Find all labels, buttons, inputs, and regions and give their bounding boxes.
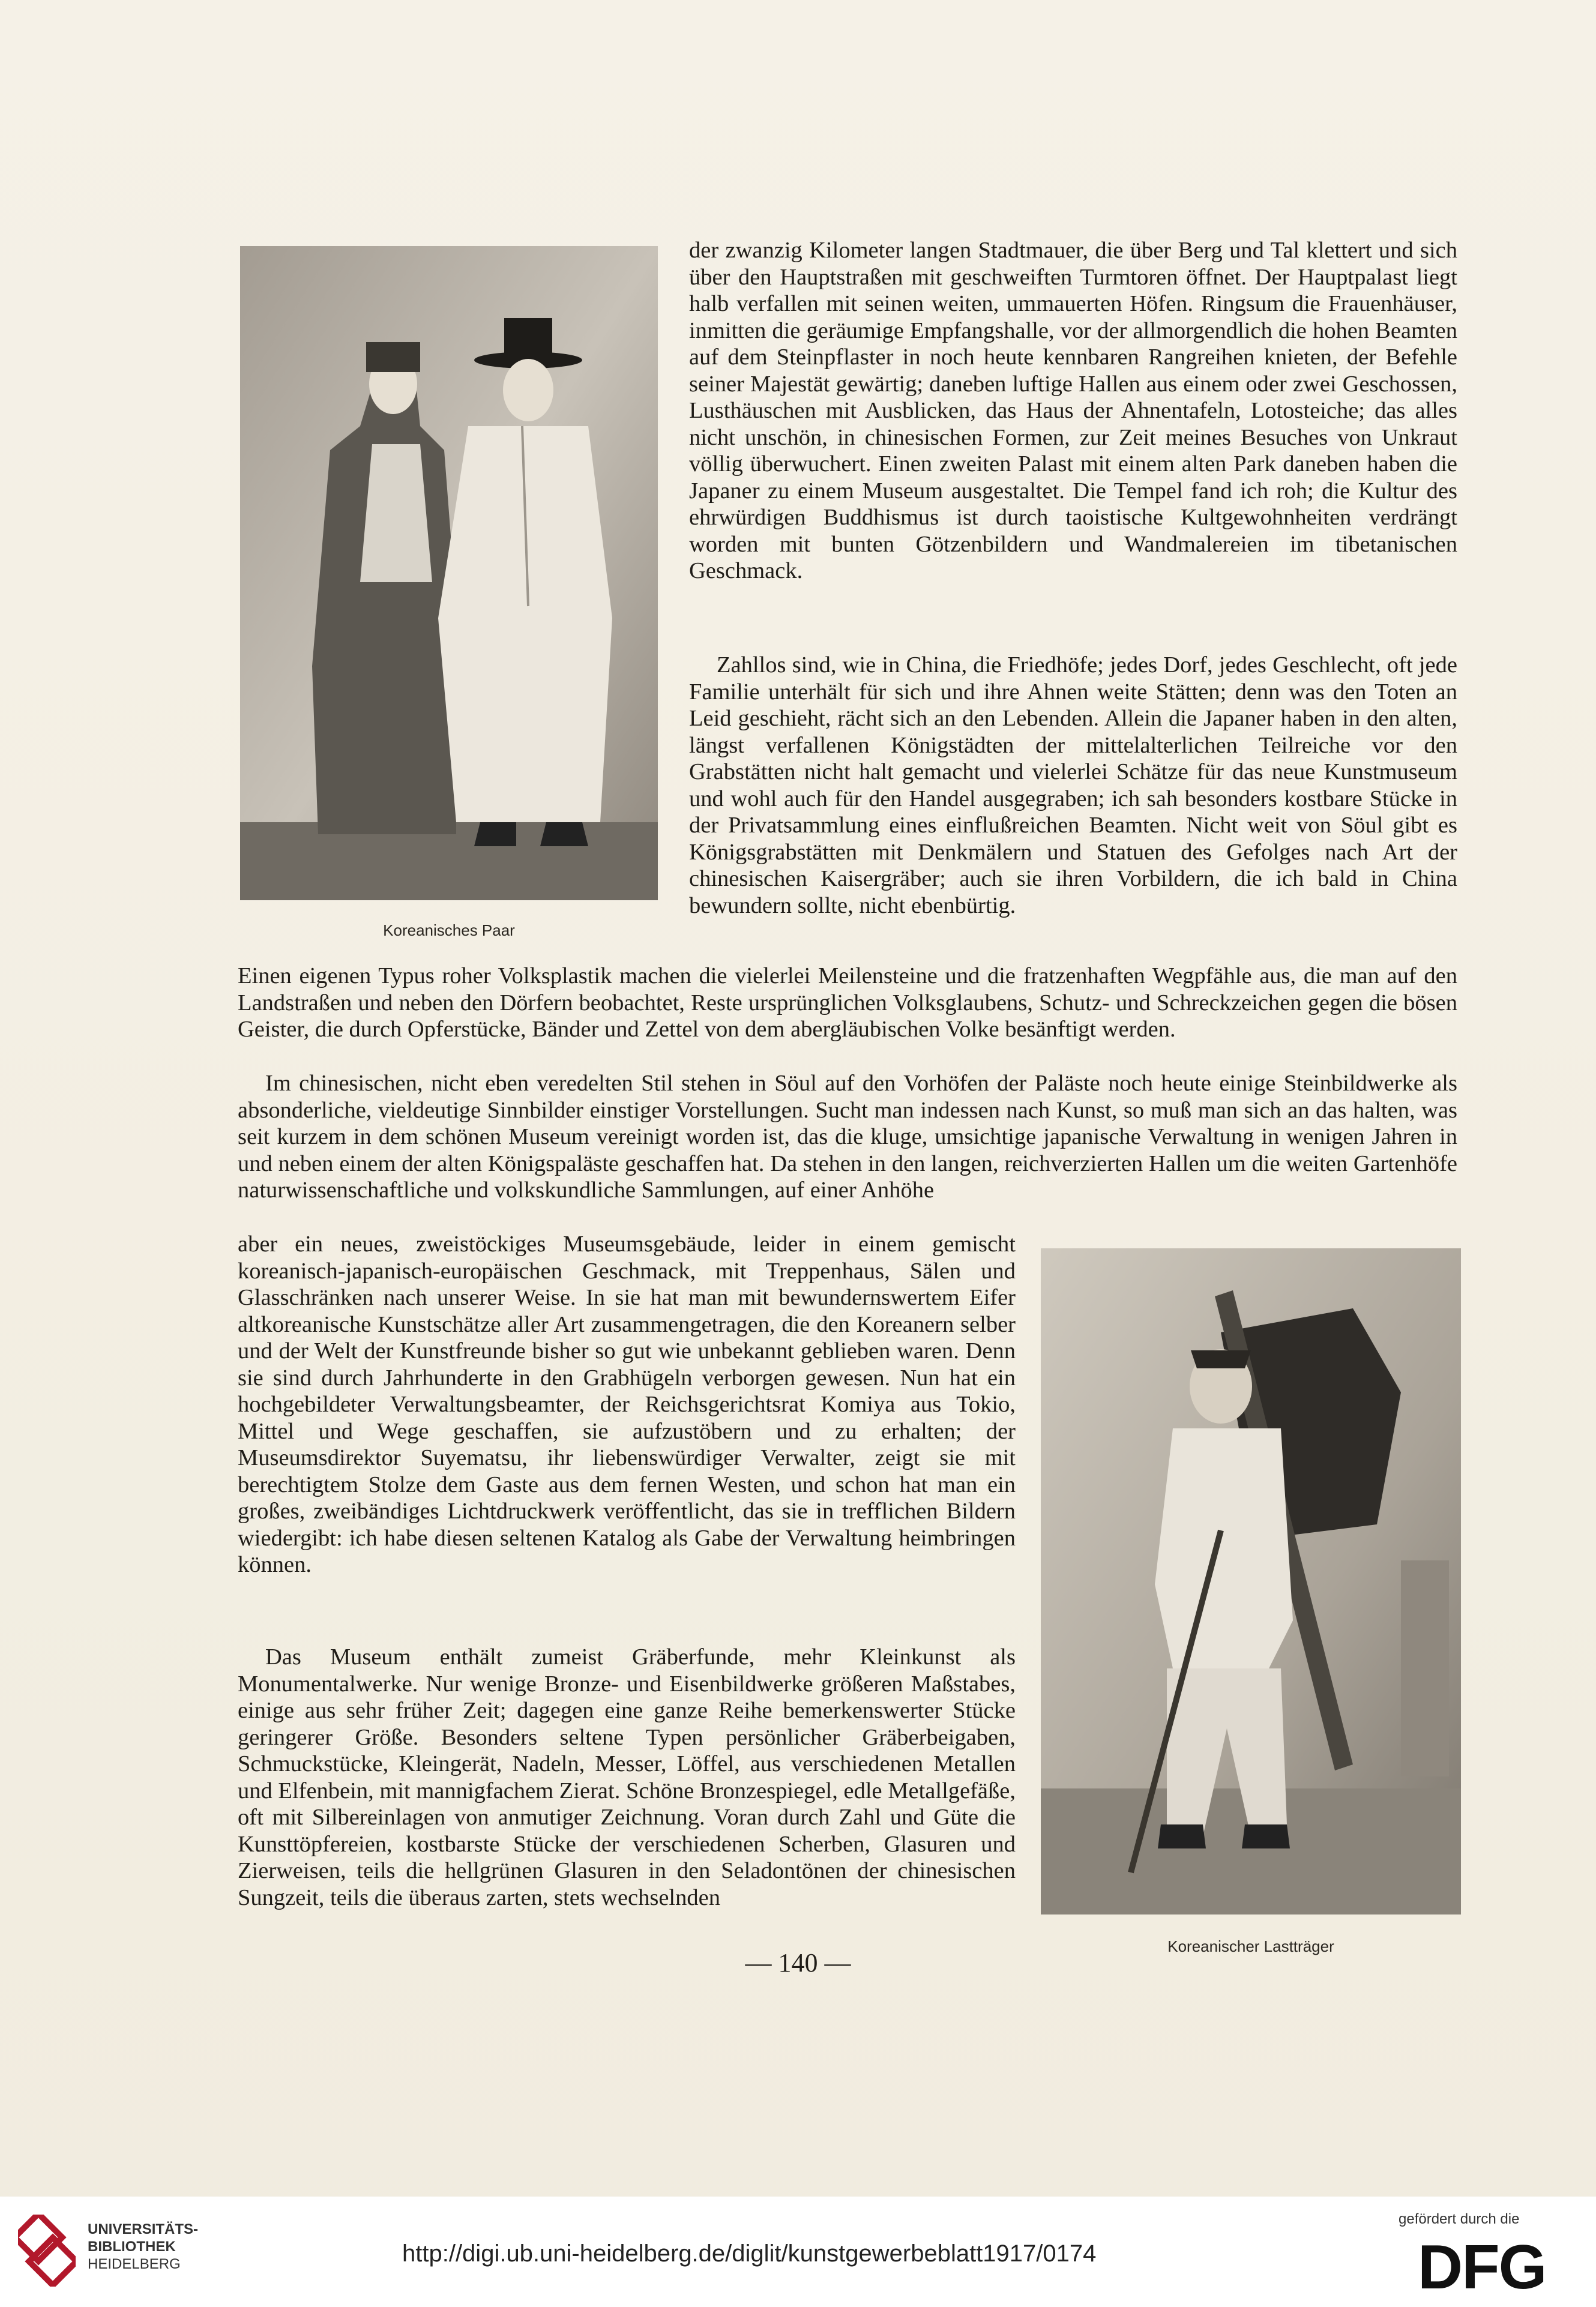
source-url-link[interactable]: http://digi.ub.uni-heidelberg.de/diglit/kunstgewerbeblatt1917/0174 [402, 2240, 1097, 2267]
caption-korean-couple: Koreanisches Paar [383, 921, 515, 939]
paragraph-4: Im chinesischen, nicht eben veredelten Stil stehen in Söul auf den Vorhöfen der Paläste noch heute einige Steinbildwerke als absonderliche, vieldeutige Sinnbilder einstiger Vorstellungen. Sucht man indessen nach Kunst, so muß man sich an das halten, was seit kurzem in dem schönen Museum vereinigt worden ist, das die kluge, umsichtige japanische Verwaltung in wenigen Jahren in und neben einem der alten Königspaläste geschaffen hat. Da stehen in den langen, reichverzierten Hallen um die weiten Gartenhöfe naturwissenschaftliche und volkskundliche Sammlungen, auf einer Anhöhe [238, 1071, 1457, 1203]
funding-note: gefördert durch die [1399, 2211, 1520, 2227]
paragraph-6: Das Museum enthält zumeist Gräberfunde, mehr Kleinkunst als Monumentalwerke. Nur wenige Bronze- und Eisenbildwerke größeren Maßstabes, einige aus sehr früher Zeit; dagegen eine ganze Reihe bemerkenswerter Stücke geringerer Größe. Besonders seltene Typen persönlicher Gräberbeigaben, Schmuckstücke, Kleingerät, Nadeln, Messer, Löffel, aus verschiedenen Metallen und Elfenbein, mit mannigfachem Zierat. Schöne Bronzespiegel, edle Metallgefäße, oft mit Silbereinlagen von anmutiger Zeichnung. Voran durch Zahl und Güte die Kunsttöpfereien, kostbarste Stücke der verschiedenen Scherben, Glasuren und Zierweisen, teils die hellgrünen Glasuren in den Seladontönen der chinesischen Sungzeit, teils die überaus zarten, stets wechselnden [238, 1644, 1016, 1910]
dfg-logo: DFG [1418, 2233, 1546, 2302]
digitization-footer [0, 2197, 1596, 2307]
photo-korean-couple-image [240, 246, 658, 900]
caption-korean-porter: Koreanischer Lastträger [1167, 1937, 1334, 1955]
paragraph-3: Einen eigenen Typus roher Volksplastik machen die vielerlei Meilensteine und die fratzenhaften Wegpfähle aus, die man auf den Landstraßen und neben den Dörfern beobachtet, Reste ursprünglichen Volksglaubens, Schutz- und Schreckzeichen gegen die bösen Geister, die durch Opferstücke, Bänder und Zettel von dem abergläubischen Volke besänftigt werden. [238, 963, 1457, 1042]
university-library-name [88, 2221, 198, 2273]
paragraph-5: aber ein neues, zweistöckiges Museumsgebäude, leider in einem gemischt koreanisch-japanisch-europäischen Geschmack, mit Treppenhaus, Sälen und Glasschränken nach unserer Weise. In sie hat man mit bewundernswertem Eifer altkoreanische Kunstschätze aller Art zusammengetragen, die den Koreanern selber und der Welt der Kunstfreunde bisher so gut wie unbekannt geblieben waren. Denn sie sind durch Jahrhunderte in den Grabhügeln verborgen gewesen. Nun hat ein hochgebildeter Verwaltungsbeamter, der Reichsgerichtsrat Komiya aus Tokio, Mittel und Wege geschaffen, sie aufzustöbern und zu erhalten; der Museumsdirektor Suyematsu, ihr liebenswürdiger Verwalter, zeigt sie mit berechtigtem Stolze dem Gaste aus dem fernen Westen, und schon hat man ein großes, zweibändiges Lichtdruckwerk veröffentlicht, das sie in trefflichen Bildern wiedergibt: ich habe diesen seltenen Katalog als Gabe der Verwaltung heimbringen können. [238, 1232, 1016, 1577]
page-number: — 140 — [745, 1948, 851, 1978]
library-line-3: HEIDELBERG [88, 2256, 181, 2272]
paragraph-1: der zwanzig Kilometer langen Stadtmauer, die über Berg und Tal klettert und sich über den Hauptstraßen mit geschweiften Turmtoren öffnet. Der Hauptpalast liegt halb verfallen mit seinen weiten, ummauerten Höfen. Ringsum die Frauenhäuser, inmitten die geräumige Empfangshalle, vor der allmorgendlich die hohen Beamten auf dem Steinpflaster in noch heute kennbaren Rangreihen knieten, der Befehle seiner Majestät gewärtig; daneben luftige Hallen aus einem oder zwei Geschossen, Lusthäuschen mit Ausblicken, das Haus der Ahnentafeln, Lotosteiche; das alles nicht unschön, in chinesischen Formen, zur Zeit meines Besuches von Unkraut völlig überwuchert. Einen zweiten Palast mit einem alten Park daneben haben die Japaner zu einem Museum ausgestaltet. Die Tempel fand ich roh; die Kultur des ehrwürdigen Buddhismus ist durch taoistische Kultgewohnheiten verdrängt worden mit bunten Götzenbildern und Wandmalereien im tibetanischen Geschmack. [689, 238, 1457, 583]
library-line-1: UNIVERSITÄTS- [88, 2221, 199, 2237]
photo-korean-porter [1041, 1248, 1461, 1914]
library-line-2: BIBLIOTHEK [88, 2239, 176, 2255]
university-library-logo-icon [18, 2215, 76, 2287]
photo-korean-couple [240, 246, 658, 900]
photo-korean-porter-image [1041, 1248, 1461, 1914]
paragraph-2: Zahllos sind, wie in China, die Friedhöfe; jedes Dorf, jedes Geschlecht, oft jede Familie unterhält für sich und ihre Ahnen weite Stätten; denn was den Toten an Leid geschieht, rächt sich an den Lebenden. Allein die Japaner haben in den alten, längst verfallenen Königstädten der mittelalterlichen Teilreiche vor den Grabstätten nicht halt gemacht und vielerlei Schätze für das neue Kunstmuseum und wohl auch für den Handel ausgegraben; ich sah besonders kostbare Stücke in der Privatsammlung eines einflußreichen Beamten. Nicht weit von Söul gibt es Königsgrabstätten mit Denkmälern und Statuen des Gefolges nach Art der chinesischen Kaisergräber; auch sie ihren Vorbildern, die ich bald in China bewundern sollte, nicht ebenbürtig. [689, 652, 1457, 918]
